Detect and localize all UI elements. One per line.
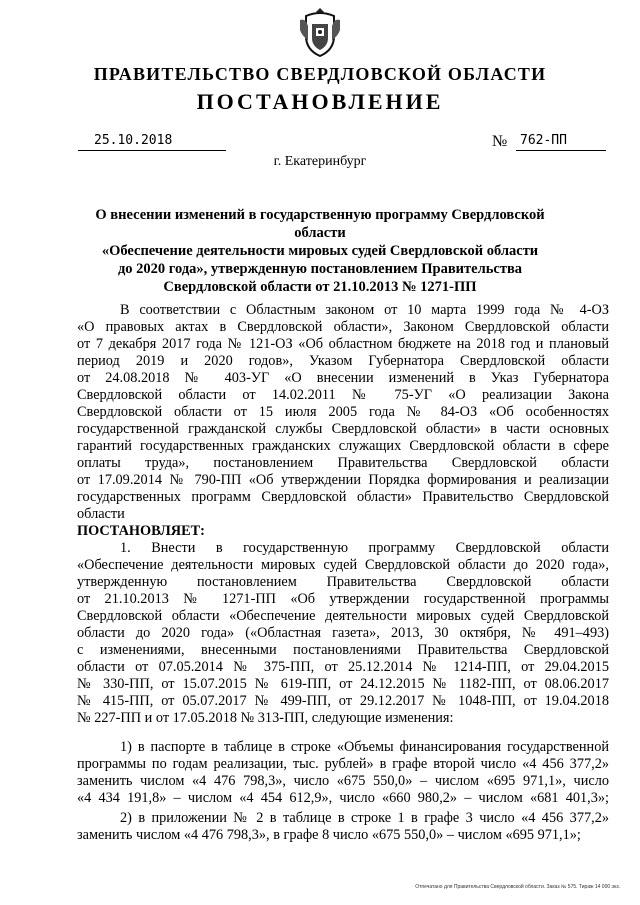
resolves-heading: ПОСТАНОВЛЯЕТ: bbox=[77, 523, 205, 539]
decree-date: 25.10.2018 bbox=[78, 133, 226, 151]
preamble-line: области bbox=[77, 506, 125, 522]
preamble-line: оплаты труда», постановлением Правительства Свердловской области bbox=[77, 455, 609, 471]
title-line: Свердловской области от 21.10.2013 № 1271-ПП bbox=[163, 279, 477, 295]
item1-line: утвержденную постановлением Правительства Свердловской области bbox=[77, 574, 609, 590]
item1-line: Свердловской области «Обеспечение деятельности мировых судей Свердловской bbox=[77, 608, 609, 624]
sub1-line: 1) в паспорте в таблице в строке «Объемы финансирования государственной bbox=[120, 739, 609, 755]
city: г. Екатеринбург bbox=[273, 154, 367, 169]
item1-line: области от 07.05.2014 № 375-ПП, от 25.12.2014 № 1214-ПП, от 29.04.2015 bbox=[77, 659, 609, 675]
item1-line: области до 2020 года» («Областная газета», 2013, 30 октября, № 491–493) bbox=[77, 625, 609, 641]
preamble-line: гарантий государственных гражданских служащих Свердловской области в сфере bbox=[77, 438, 609, 454]
item1-line: с изменениями, внесенными постановлениями Правительства Свердловской bbox=[77, 642, 609, 658]
number-label: № bbox=[492, 133, 508, 150]
preamble-line: «О правовых актах в Свердловской области», Законом Свердловской области bbox=[77, 319, 609, 335]
sub2-line: заменить числом «4 476 798,3», в графе 8 число «675 550,0» – числом «695 971,1»; bbox=[77, 827, 581, 843]
item1-line: 1. Внести в государственную программу Свердловской области bbox=[120, 540, 609, 556]
item1-line: «Обеспечение деятельности мировых судей Свердловской области до 2020 года», bbox=[77, 557, 609, 573]
sub1-line: программы по годам реализации, тыс. рублей» в графе второй число «4 456 377,2» bbox=[77, 756, 609, 772]
item1-line: № 330-ПП, от 15.07.2015 № 619-ПП, от 24.12.2015 № 1182-ПП, от 08.06.2017 bbox=[77, 676, 609, 692]
title-line: до 2020 года», утвержденную постановлением Правительства bbox=[117, 261, 523, 277]
sub1-line: «4 434 191,8» – числом «4 454 612,9», число «660 980,2» – числом «681 401,3»; bbox=[77, 790, 609, 806]
print-footer: Отпечатано для Правительства Свердловской области. Заказ № 575. Тираж 14 000 экз. bbox=[415, 884, 620, 890]
document-type: ПОСТАНОВЛЕНИЕ bbox=[196, 89, 444, 114]
preamble-line: период 2019 и 2020 годов», Указом Губернатора Свердловской области bbox=[77, 353, 609, 369]
government-name: ПРАВИТЕЛЬСТВО СВЕРДЛОВСКОЙ ОБЛАСТИ bbox=[93, 64, 547, 84]
title-line: О внесении изменений в государственную программу Свердловской области bbox=[95, 207, 545, 241]
preamble-line: Свердловской области от 15 июля 2005 года № 84-ОЗ «Об особенностях bbox=[77, 404, 609, 420]
preamble-line: от 7 декабря 2017 года № 121-ОЗ «Об областном бюджете на 2018 год и плановый bbox=[77, 336, 609, 352]
preamble-line: от 24.08.2018 № 403-УГ «О внесении изменений в Указ Губернатора bbox=[77, 370, 609, 386]
item1-line: от 21.10.2013 № 1271-ПП «Об утверждении государственной программы bbox=[77, 591, 609, 607]
sub1-line: заменить числом «4 476 798,3», число «675 550,0» – числом «695 971,1», число bbox=[77, 773, 609, 789]
preamble-line: государственной гражданской службы Свердловской области» в части основных bbox=[77, 421, 609, 437]
item1-line: № 415-ПП, от 05.07.2017 № 499-ПП, от 29.12.2017 № 1048-ПП, от 19.04.2018 bbox=[77, 693, 609, 709]
decree-title bbox=[70, 206, 570, 296]
preamble-line: Свердловской области от 14.02.2011 № 75-УГ «О реализации Закона bbox=[77, 387, 609, 403]
preamble-line: государственных программ Свердловской области» Правительство Свердловской bbox=[77, 489, 609, 505]
sub2-line: 2) в приложении № 2 в таблице в строке 1 в графе 3 число «4 456 377,2» bbox=[120, 810, 609, 826]
item1-line: № 227-ПП и от 17.05.2018 № 313-ПП, следующие изменения: bbox=[77, 710, 454, 726]
preamble-line: от 17.09.2014 № 790-ПП «Об утверждении Порядка формирования и реализации bbox=[77, 472, 609, 488]
coat-of-arms-emblem bbox=[298, 6, 342, 58]
title-line: «Обеспечение деятельности мировых судей Свердловской области bbox=[101, 243, 539, 259]
preamble-line: В соответствии с Областным законом от 10 марта 1999 года № 4-ОЗ bbox=[120, 302, 609, 318]
decree-number: 762-ПП bbox=[516, 133, 606, 151]
